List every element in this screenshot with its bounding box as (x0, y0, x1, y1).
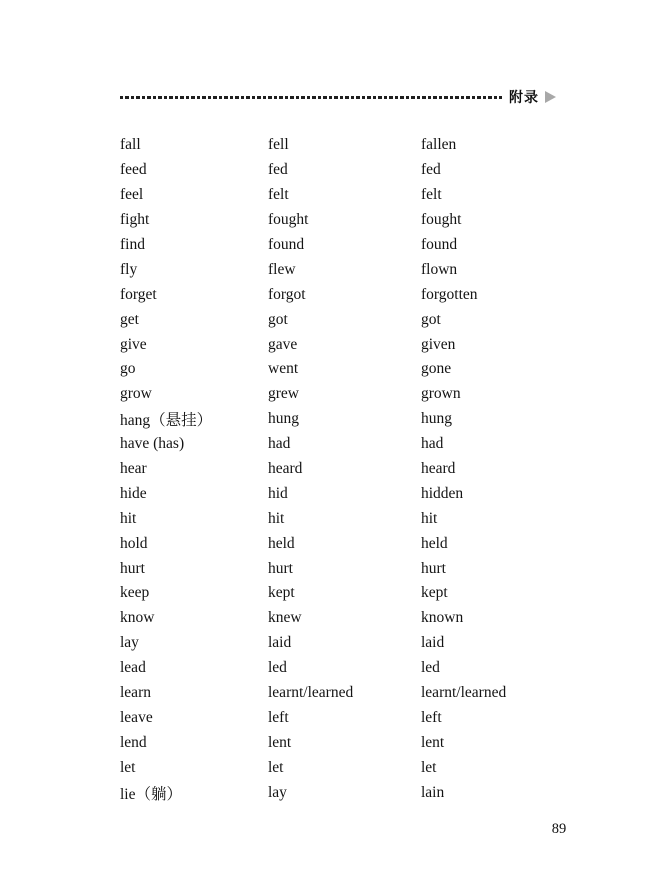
verb-cell: lend (120, 733, 147, 751)
verb-cell: had (268, 435, 291, 453)
table-row (120, 780, 590, 805)
verb-cell: left (268, 708, 289, 726)
table-row (120, 705, 590, 730)
verb-cell: lay (120, 634, 139, 652)
verb-cell: fight (120, 211, 150, 229)
table-row (120, 581, 590, 606)
table-row (120, 656, 590, 681)
verb-cell: hit (268, 509, 285, 527)
page-header (120, 88, 568, 106)
table-row (120, 457, 590, 482)
verb-cell: left (421, 708, 442, 726)
verb-cell: hold (120, 534, 148, 552)
verb-cell: hid (268, 484, 288, 502)
verb-cell: lent (268, 733, 292, 751)
triangle-right-icon (545, 91, 556, 103)
page-number: 89 (551, 821, 567, 837)
verb-cell: laid (421, 634, 445, 652)
verb-cell: gone (421, 360, 452, 378)
verb-cell: lent (421, 733, 445, 751)
table-row (120, 531, 590, 556)
verb-cell: hurt (268, 559, 293, 577)
table-row (120, 407, 590, 432)
table-row (120, 208, 590, 233)
verb-cell: hit (120, 509, 137, 527)
verb-cell: felt (421, 186, 442, 204)
verb-cell: heard (421, 460, 456, 478)
table-row (120, 432, 590, 457)
verb-cell: flown (421, 260, 458, 278)
verb-cell: fed (268, 161, 288, 179)
verb-cell: feed (120, 161, 147, 179)
verb-cell: keep (120, 584, 150, 602)
verb-cell: found (421, 236, 458, 253)
verb-cell: fall (120, 136, 141, 154)
verb-cell: flew (268, 260, 296, 278)
table-row (120, 606, 590, 631)
section-label: 附录 (509, 89, 539, 105)
verb-cell: lead (120, 659, 146, 677)
header-dotted-rule (120, 96, 502, 99)
verb-cell: got (421, 310, 441, 328)
verb-cell: find (120, 236, 145, 253)
verb-cell: hidden (421, 484, 464, 502)
verb-cell: hung (421, 410, 452, 428)
verb-cell: hurt (421, 559, 446, 577)
verb-cell: grown (421, 385, 461, 403)
table-row (120, 730, 590, 755)
table-row (120, 233, 590, 258)
verb-cell: led (268, 659, 287, 677)
verb-cell: gave (268, 335, 298, 353)
verb-cell: held (421, 534, 448, 552)
verb-cell: led (421, 659, 440, 677)
verb-cell: know (120, 609, 155, 627)
verb-cell: let (268, 758, 284, 776)
verb-cell: fed (421, 161, 441, 179)
verb-cell: let (421, 758, 437, 776)
table-row (120, 183, 590, 208)
verb-cell: hurt (120, 559, 145, 577)
table-row (120, 357, 590, 382)
verb-cell: forgot (268, 285, 306, 303)
verb-cell: learnt/learned (268, 684, 354, 702)
table-row (120, 158, 590, 183)
table-row (120, 755, 590, 780)
verb-cell: got (268, 310, 288, 328)
verb-cell: fell (268, 136, 289, 154)
verb-cell: had (421, 435, 444, 453)
table-row (120, 481, 590, 506)
verb-cell: hide (120, 484, 147, 502)
verb-cell: fly (120, 260, 138, 278)
verb-cell: given (421, 335, 456, 353)
verb-cell: fought (421, 211, 462, 229)
verb-cell: have (has) (120, 435, 185, 453)
table-row (120, 282, 590, 307)
table-row (120, 556, 590, 581)
table-row (120, 332, 590, 357)
verb-cell: known (421, 609, 464, 627)
verb-cell: kept (421, 584, 448, 602)
verb-cell: grew (268, 385, 299, 403)
table-row (120, 681, 590, 706)
verb-cell: went (268, 360, 299, 378)
verb-cell: fallen (421, 136, 457, 154)
verb-cell: hung (268, 410, 299, 428)
verb-cell: let (120, 758, 136, 776)
verb-cell: kept (268, 584, 295, 602)
verb-cell: felt (268, 186, 289, 204)
table-row (120, 631, 590, 656)
verb-cell: hang（悬挂） (120, 412, 213, 430)
table-row (120, 506, 590, 531)
irregular-verbs-table (120, 133, 590, 805)
verb-cell: forgotten (421, 285, 478, 303)
table-row (120, 382, 590, 407)
verb-cell: get (120, 310, 139, 328)
verb-cell: fought (268, 211, 309, 229)
verb-cell: leave (120, 708, 153, 726)
verb-cell: lay (268, 783, 287, 801)
verb-cell: held (268, 534, 295, 552)
table-row (120, 257, 590, 282)
verb-cell: lain (421, 783, 445, 801)
verb-cell: feel (120, 186, 144, 204)
verb-cell: forget (120, 285, 157, 303)
verb-cell: lie（躺） (120, 785, 182, 803)
verb-cell: learnt/learned (421, 684, 507, 702)
verb-cell: give (120, 335, 147, 353)
verb-cell: hit (421, 509, 438, 527)
verb-cell: learn (120, 684, 151, 702)
table-row (120, 307, 590, 332)
verb-cell: grow (120, 385, 152, 403)
verb-cell: heard (268, 460, 303, 478)
table-row (120, 133, 590, 158)
verb-cell: laid (268, 634, 292, 652)
verb-cell: found (268, 236, 305, 253)
verb-cell: hear (120, 460, 147, 478)
verb-cell: go (120, 360, 136, 378)
verb-cell: knew (268, 609, 302, 627)
